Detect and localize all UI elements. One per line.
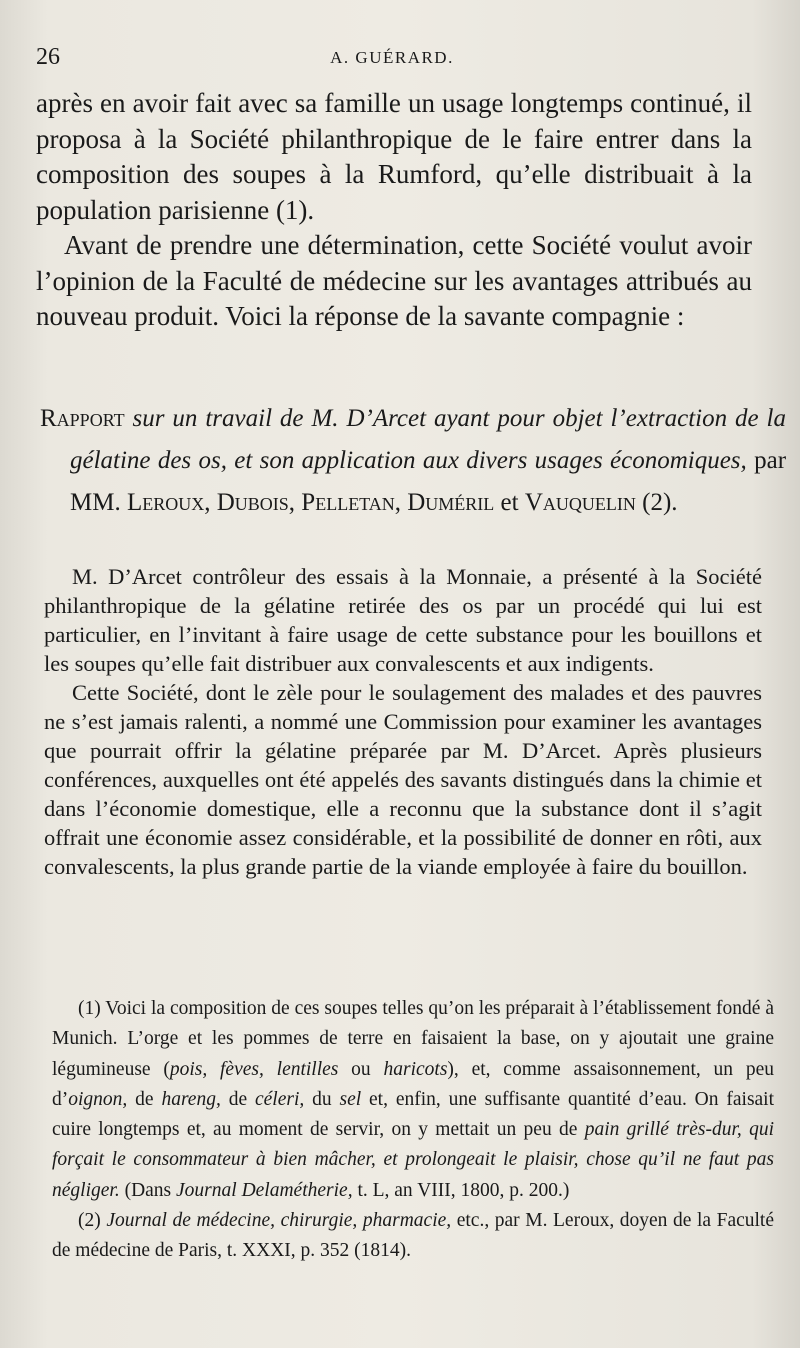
report-authors: Leroux, Dubois, Pelletan, Duméril: [126, 489, 495, 516]
fn2-text: etc., par M. Leroux, doyen de la Faculté de médecine de Paris, t. XXXI, p. 352 (1814).: [52, 1210, 774, 1262]
report-author-last: Vauquelin: [524, 489, 636, 516]
report-par: par MM.: [70, 447, 787, 516]
fn1-italic: oignon,: [68, 1088, 128, 1110]
fn1-text: ), et, comme assaisonnement, un peu d’: [52, 1058, 774, 1110]
running-head: A. GUÉRARD.: [330, 48, 454, 67]
fn1-italic: haricots: [383, 1058, 448, 1080]
fn2-italic: Journal de médecine, chirurgie, pharmacie,: [106, 1210, 452, 1232]
footnotes: [52, 994, 774, 1267]
fn2-text: (2): [78, 1210, 107, 1232]
report-reference: (2).: [642, 489, 678, 516]
report-title-italic: sur un travail de M. D’Arcet ayant pour objet l’extraction de la gélatine des os, et son application aux divers usages économiques,: [70, 405, 786, 474]
report-title: [36, 398, 786, 524]
fn1-text: et, enfin, une suffisante quantité d’eau. On faisait cuire longtemps et, au moment de servir, on y mettait un peu de: [52, 1088, 775, 1141]
fn1-italic: sel: [339, 1088, 362, 1110]
fn1-text: (Dans: [119, 1179, 177, 1201]
fn1-text: ou: [338, 1058, 384, 1080]
paragraph-1: après en avoir fait avec sa famille un usage longtemps continué, il proposa à la Société philanthropique de le faire entrer dans la composition des soupes à la Rumford, qu’elle distribuait à la population parisienne (1).: [36, 88, 752, 225]
fn1-italic: céleri,: [254, 1088, 305, 1110]
paragraph-2: Avant de prendre une détermination, cette Société voulut avoir l’opinion de la Faculté de médecine sur les avantages attribués au nouveau produit. Voici la réponse de la savante compagnie :: [36, 230, 752, 331]
fn1-italic: Journal Delamétherie,: [176, 1179, 353, 1201]
report-paragraph-1: M. D’Arcet contrôleur des essais à la Monnaie, a présenté à la Société philanthropique de la gélatine retirée des os par un procédé qui lui est particulier, en l’invitant à faire usage de cette substance pour les bouillons et les soupes qu’elle fait distribuer aux convalescents et aux indigents.: [44, 564, 762, 676]
report-et: et: [500, 489, 519, 516]
main-text: [36, 86, 752, 335]
footnote-1: [52, 994, 774, 1206]
report-body: [44, 562, 762, 881]
fn1-text: du: [304, 1088, 340, 1110]
fn1-text: (1) Voici la composition de ces soupes telles qu’on les préparait à l’établissement fondé à Munich. L’orge et les pommes de terre en faisaient la base, on y ajoutait une graine légumineuse (: [52, 998, 774, 1080]
report-label: Rapport: [40, 405, 125, 432]
report-paragraph-2: Cette Société, dont le zèle pour le soulagement des malades et des pauvres ne s’est jamais ralenti, a nommé une Commission pour examiner les avantages que pourrait offrir la gélatine préparée par M. D’Arcet. Après plusieurs conférences, auxquelles ont été appelés des savants distingués dans la chimie et dans l’économie domestique, elle a reconnu que la substance dont il s’agit offrait une économie assez considérable, et la possibilité de donner en rôti, aux convalescents, la plus grande partie de la viande employée à faire du bouillon.: [44, 680, 762, 879]
footnote-2: [52, 1206, 774, 1267]
page-number: 26: [36, 44, 60, 70]
fn1-italic: hareng,: [161, 1088, 221, 1110]
fn1-text: de: [220, 1088, 255, 1110]
fn1-text: de: [127, 1088, 162, 1110]
fn1-text: t. L, an VIII, 1800, p. 200.): [352, 1179, 570, 1201]
page-header: [36, 44, 748, 74]
fn1-italic: pois, fèves, lentilles: [169, 1058, 339, 1080]
fn1-italic: pain grillé très-dur, qui forçait le consommateur à bien mâcher, et prolongeait le plaisir, chose qu’il ne faut pas négliger.: [52, 1119, 774, 1201]
